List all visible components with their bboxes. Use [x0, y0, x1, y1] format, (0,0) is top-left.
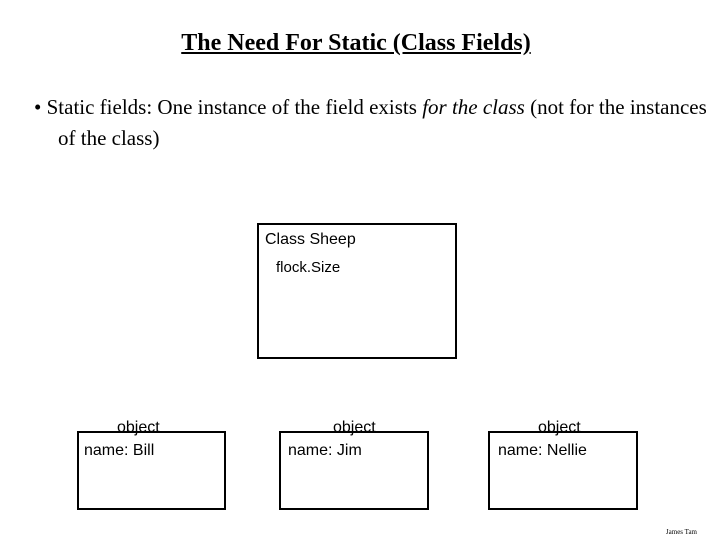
class-field-flock-size: flock.Size — [276, 259, 341, 276]
object-kind: object — [538, 419, 581, 436]
bullet-static-fields — [34, 92, 718, 154]
bullet-text-after: (not for the instances of the class) — [58, 95, 707, 150]
object-kind: object — [333, 419, 376, 436]
object-name: name: Nellie — [498, 442, 587, 459]
object-name: name: Bill — [84, 442, 155, 459]
author-footer: James Tam — [665, 528, 697, 536]
class-sheep-box — [257, 223, 457, 359]
bullet-marker: • — [34, 95, 42, 119]
object-label-bill — [77, 416, 226, 462]
object-label-jim — [279, 416, 429, 462]
bullet-text-emphasis: for the class — [422, 95, 525, 119]
object-label-nellie — [488, 416, 638, 462]
slide-title: The Need For Static (Class Fields) — [181, 30, 531, 56]
object-name: name: Jim — [288, 442, 362, 459]
bullet-text-before: Static fields: One instance of the field exists — [46, 95, 423, 119]
class-title: Class Sheep — [265, 231, 356, 248]
object-kind: object — [117, 419, 160, 436]
